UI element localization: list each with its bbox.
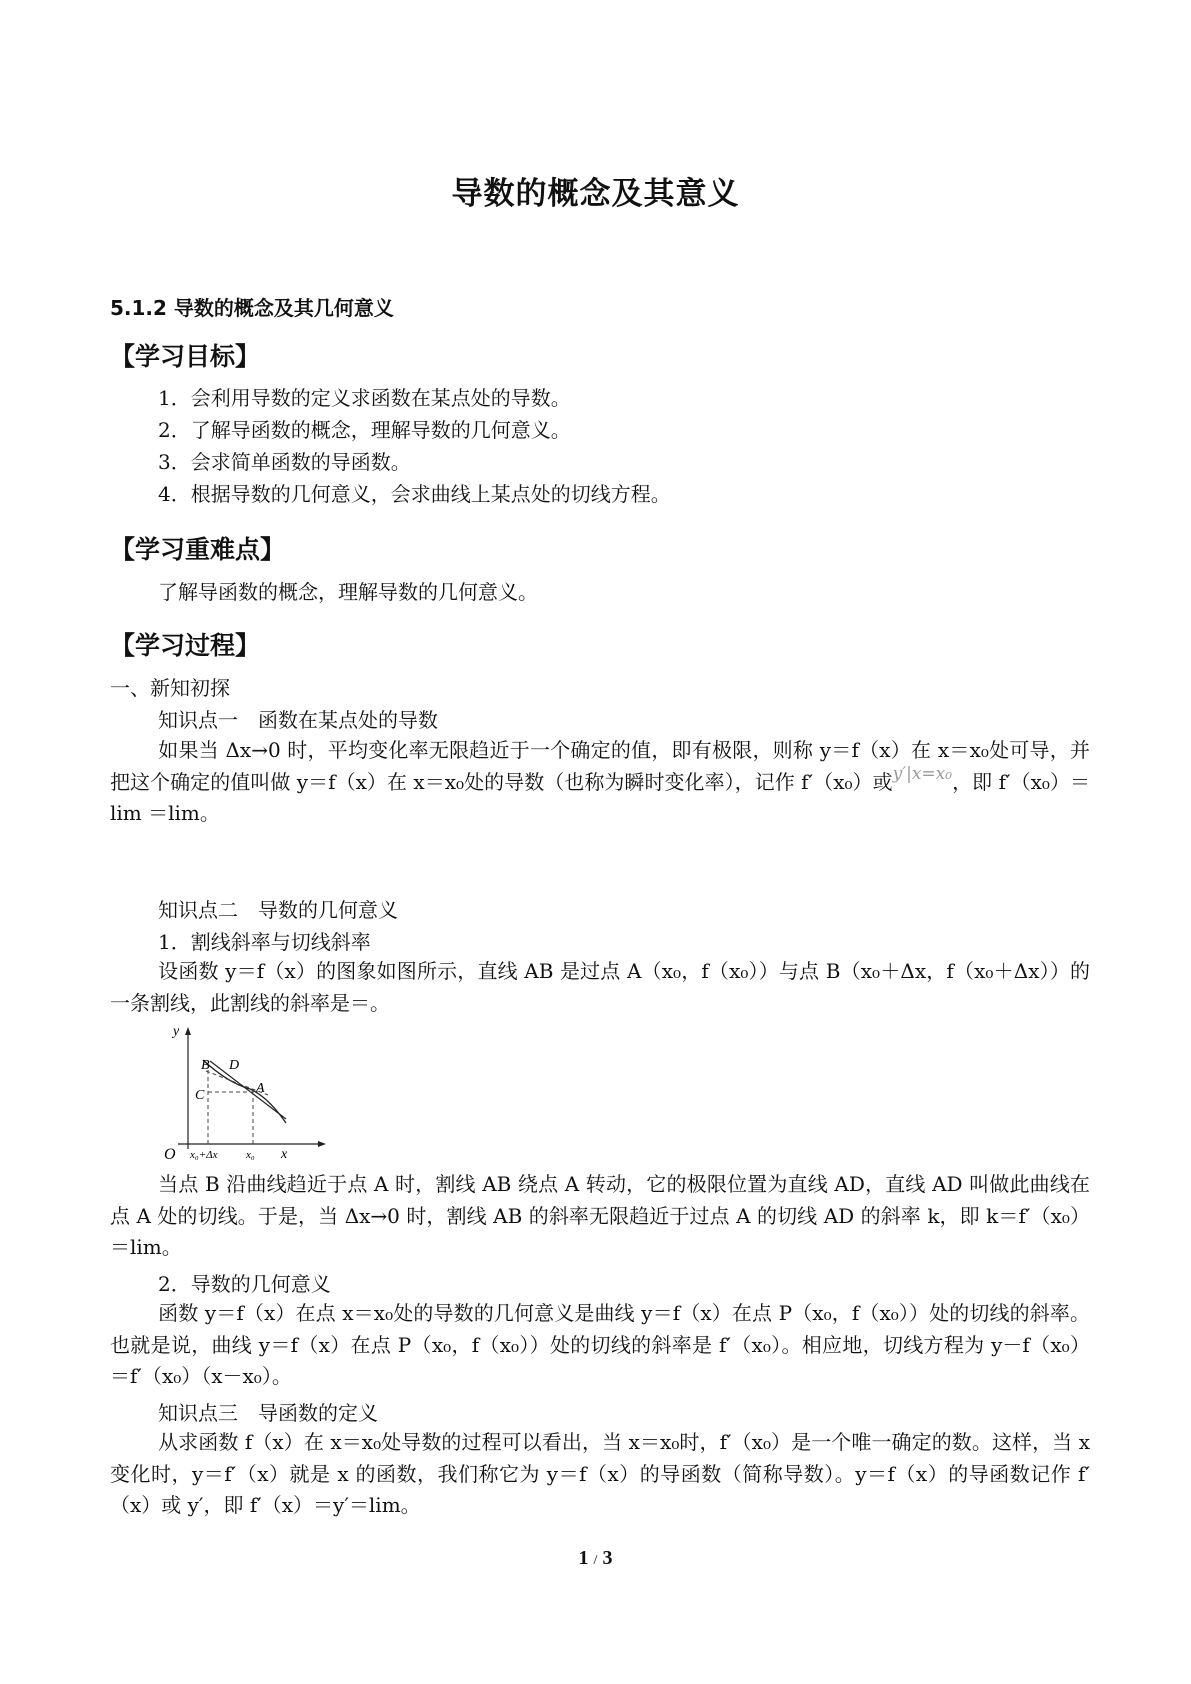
key-points-heading: 【学习重难点】 [110,535,286,564]
objectives-heading: 【学习目标】 [110,342,261,371]
kp2-paragraph-tangent: 当点 B 沿曲线趋近于点 A 时，割线 AB 绕点 A 转动，它的极限位置为直线 AD，直线 AD 叫做此曲线在点 A 处的切线。于是，当 Δx→0 时，割线 AB 的斜率无限趋近于过点 A 的切线 AD 的斜率 k，即 k＝f′（x₀）＝lim。 [110,1172,1090,1260]
x-axis-label: x [281,1147,288,1162]
point-a-label: A [256,1081,265,1096]
point-d-label: D [229,1058,240,1073]
tangent-line-ad [210,1061,286,1119]
key-points-text: 了解导函数的概念，理解导数的几何意义。 [158,580,538,604]
origin-label: O [164,1146,176,1163]
process-heading: 【学习过程】 [110,631,261,660]
objective-item: 4．根据导数的几何意义，会求曲线上某点处的切线方程。 [158,482,671,506]
objective-item: 2．了解导函数的概念，理解导数的几何意义。 [158,418,571,442]
x-axis-arrow [318,1141,326,1147]
objective-item: 1．会利用导数的定义求函数在某点处的导数。 [158,386,571,410]
secant-tangent-figure [164,1024,338,1163]
kp2-paragraph-secant: 设函数 y＝f（x）的图象如图所示，直线 AB 是过点 A（x₀，f（x₀））与点 B（x₀＋Δx，f（x₀＋Δx））的一条割线，此割线的斜率是＝。 [110,959,1090,1015]
derivative-notation: y′|x=x₀ [892,763,953,784]
subsection-title: 2．导数的几何意义 [158,1272,331,1296]
knowledge-point-title: 知识点二 导数的几何意义 [158,898,398,922]
x-tick-label: x₀ [246,1149,255,1161]
page-number: 1 / 3 [578,1547,613,1569]
kp2-paragraph-geometric: 函数 y＝f（x）在点 x＝x₀处的导数的几何意义是曲线 y＝f（x）在点 P（x₀，f（x₀））处的切线的斜率。也就是说，曲线 y＝f（x）在点 P（x₀，f（x₀））处的切线的斜率是 f′（x₀）。相应地，切线方程为 y－f（x₀）＝f′（x₀）（x－x₀）。 [110,1301,1090,1389]
y-axis-label: y [173,1024,180,1039]
x-tick-label: x₀+Δx [190,1149,218,1161]
objective-item: 3．会求简单函数的导函数。 [158,450,411,474]
knowledge-point-title: 知识点三 导函数的定义 [158,1401,378,1425]
page-title: 导数的概念及其意义 [451,176,740,212]
y-axis-arrow [185,1027,191,1035]
kp3-paragraph: 从求函数 f（x）在 x＝x₀处导数的过程可以看出，当 x＝x₀时，f′（x₀）是一个唯一确定的数。这样，当 x 变化时，y＝f′（x）就是 x 的函数，我们称它为 y＝f（x）的导函数（简称导数）。y＝f（x）的导函数记作 f′（x）或 y′，即 f′（x）＝y′＝lim。 [110,1430,1090,1518]
knowledge-point-title: 知识点一 函数在某点处的导数 [158,708,438,732]
section-heading: 5.1.2 导数的概念及其几何意义 [110,296,394,320]
point-c-label: C [195,1088,205,1103]
point-b-label: B [201,1058,210,1073]
subsection-title: 1．割线斜率与切线斜率 [158,930,371,954]
part-heading: 一、新知初探 [110,676,230,700]
kp1-paragraph: 如果当 Δx→0 时，平均变化率无限趋近于一个确定的值，即有极限，则称 y＝f（x）在 x＝x₀处可导，并把这个确定的值叫做 y＝f（x）在 x＝x₀处的导数（也称为瞬时变化率），记作 f′（x₀）或y′|x=x₀，即 f′（x₀）＝lim ＝lim。 [110,738,1090,826]
